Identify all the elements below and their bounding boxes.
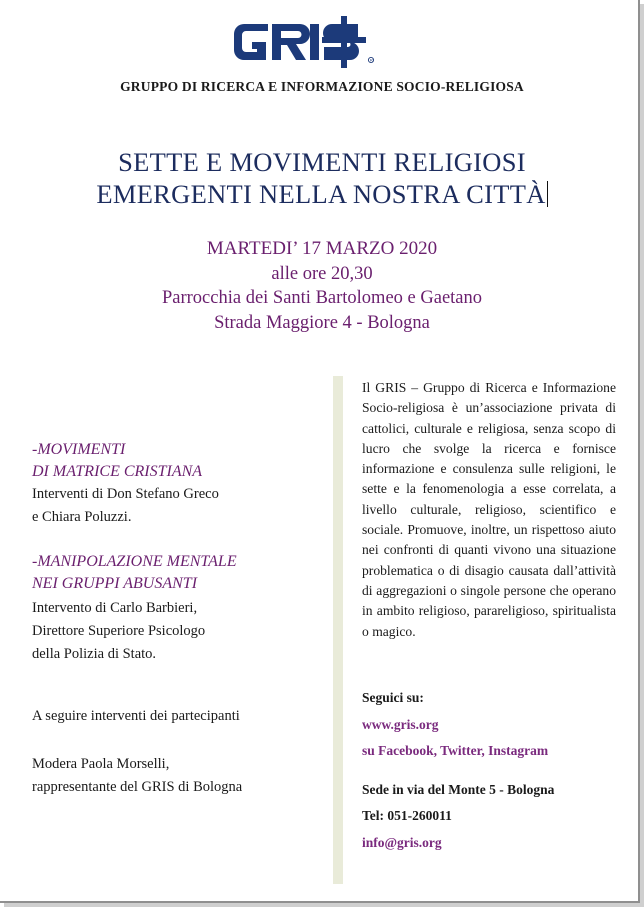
about-text: Il GRIS – Gruppo di Ricerca e Informazione Socio-religiosa è un’associazione privata di cattolici, culturale e religiosa, senza scopo di lucro che svolge la ricerca e fornisce informazione e consulenza sulle religioni, le sette e la fenomenologia a esse correlata, a livello culturale, religioso, scientifico e sociale. Promuove, inoltre, un rispettoso aiuto nei confronti di quanti vivono una situazione problematica o di disagio causata dall’attività di aggregazioni o singole persone che operano in ambito religioso, parareligioso, spiritualista o magico. <box>362 380 616 639</box>
event-time: alle ore 20,30 <box>271 263 373 284</box>
follow-label: Seguici su: <box>362 690 424 705</box>
topic-1-line-1: -MOVIMENTI <box>32 441 126 458</box>
event-place: Parrocchia dei Santi Bartolomeo e Gaetano <box>161 288 483 308</box>
topic-1-speakers-2: e Chiara Poluzzi. <box>32 509 132 525</box>
event-date: MARTEDI’ 17 MARZO 2020 <box>206 238 438 259</box>
moderator-line-1: Modera Paola Morselli, <box>32 756 170 772</box>
event-address: Strada Maggiore 4 - Bologna <box>214 312 430 333</box>
website-link[interactable]: www.gris.org <box>362 717 439 732</box>
about-section <box>362 378 616 642</box>
moderator-line-2: rappresentante del GRIS di Bologna <box>32 779 243 795</box>
gris-logo <box>230 14 390 70</box>
text-cursor <box>547 181 548 207</box>
event-details <box>0 237 644 335</box>
topic-2-speaker-2: Direttore Superiore Psicologo <box>32 623 206 639</box>
title-line-2-text: EMERGENTI NELLA NOSTRA CITTÀ <box>96 179 546 209</box>
column-divider <box>333 376 343 884</box>
topic-2-speaker-1: Intervento di Carlo Barbieri, <box>32 600 198 616</box>
social-links[interactable]: su Facebook, Twitter, Instagram <box>362 743 549 758</box>
svg-text:R: R <box>369 57 373 63</box>
page-shadow-bottom <box>4 903 644 907</box>
page-title <box>0 146 644 210</box>
topic-1-line-2: DI MATRICE CRISTIANA <box>32 463 203 480</box>
followup-text: A seguire interventi dei partecipanti <box>32 708 240 724</box>
topic-2-speaker-3: della Polizia di Stato. <box>32 646 157 662</box>
phone-number: Tel: 051-260011 <box>362 808 452 823</box>
office-address: Sede in via del Monte 5 - Bologna <box>362 782 555 797</box>
title-line-1: SETTE E MOVIMENTI RELIGIOSI <box>118 147 526 177</box>
title-line-2 <box>0 178 644 210</box>
page-shadow-right <box>640 4 644 907</box>
email-link[interactable]: info@gris.org <box>362 835 442 850</box>
topic-2-line-1: -MANIPOLAZIONE MENTALE <box>32 553 237 570</box>
topic-2-line-2: NEI GRUPPI ABUSANTI <box>32 575 198 592</box>
organization-name: GRUPPO DI RICERCA E INFORMAZIONE SOCIO-RELIGIOSA <box>120 79 524 94</box>
topic-1-speakers-1: Interventi di Don Stefano Greco <box>32 486 219 502</box>
